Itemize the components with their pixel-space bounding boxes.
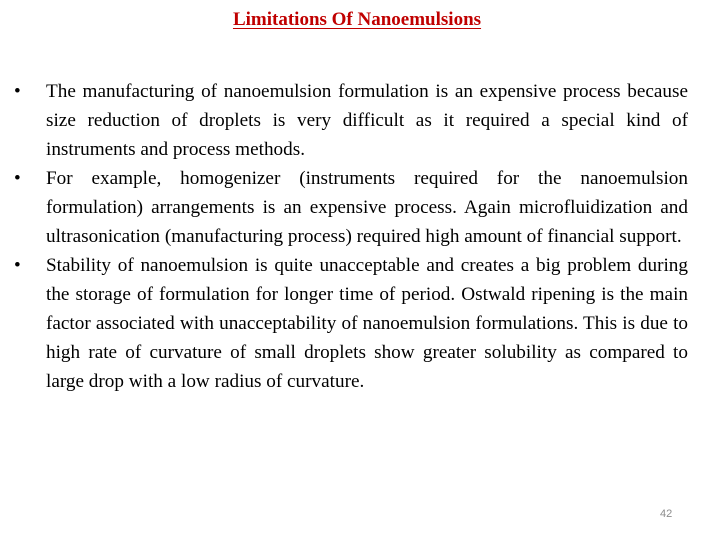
- bullet-item-stability: [14, 251, 688, 396]
- bullet-text: For example, homogenizer (instruments required for the nanoemulsion formulation) arrangements is an expensive process. Again microfluidization and ultrasonication (manufacturing process) required high amount of financial support.: [46, 168, 688, 247]
- bullet-item-manufacturing-cost: [14, 77, 688, 164]
- bullet-text: Stability of nanoemulsion is quite unacceptable and creates a big problem during the storage of formulation for longer time of period. Ostwald ripening is the main factor associated with unacceptability of nanoemulsion formulations. This is due to high rate of curvature of small droplets show greater solubility as compared to large drop with a low radius of curvature.: [46, 255, 688, 392]
- page-number: 42: [660, 508, 673, 520]
- slide-title-text: Limitations Of Nanoemulsions: [232, 9, 482, 30]
- bullet-text: The manufacturing of nanoemulsion formulation is an expensive process because size reduction of droplets is very difficult as it required a special kind of instruments and process methods.: [46, 81, 688, 160]
- bullet-item-homogenizer-example: [14, 164, 688, 251]
- bullet-marker: •: [14, 255, 21, 276]
- bullet-list: [14, 77, 688, 396]
- slide-title: [0, 8, 714, 32]
- bullet-marker: •: [14, 81, 21, 102]
- bullet-marker: •: [14, 168, 21, 189]
